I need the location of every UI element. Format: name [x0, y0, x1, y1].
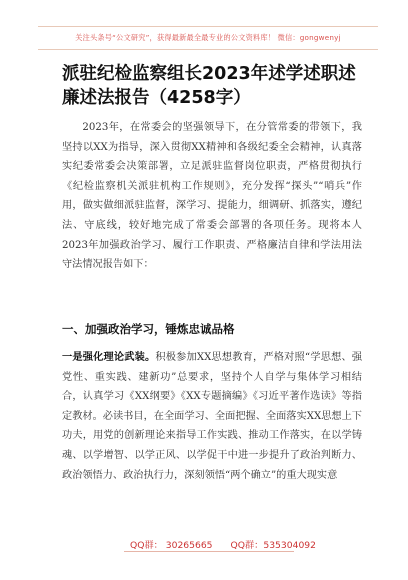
paragraph-body: 积极参加XX思想教育，严格对照“学思想、强党性、重实践、建新功”总要求，坚持个人自学与集体学习相结合，认真学习《XX纲要》《XX专题摘编》《习近平著作选读》等指定教材。必读书目，在全面学习、全面把握、全面落实XX思想上下功夫，用党的创新理论来指导工作实践、推动工作落实，在以学铸魂、以学增智、以学正风、以学促干中进一步提升了政治判断力、政治领悟力、政治执行力，深刻领悟“两个确立”的重大现实意 [62, 352, 363, 481]
section-heading: 一、加强政治学习，锤炼忠诚品格 [62, 322, 235, 336]
footer-divider [124, 551, 294, 552]
paragraph-lead: 一是强化理论武装。 [62, 352, 156, 363]
qq-group-1: QQ群： 30265665 [130, 540, 213, 551]
qq-group-2: QQ群：535304092 [230, 540, 316, 551]
banner-text: 关注头条号“公文研究”，获得最新最全最专业的公文资料库！ 微信：gongwenyj [75, 33, 341, 42]
paragraph-section1 [62, 348, 362, 485]
document-title: 派驻纪检监察组长2023年述学述职述廉述法报告（4258字） [62, 64, 356, 108]
header-banner [38, 26, 378, 50]
paragraph-intro: 2023年，在常委会的坚强领导下，在分管常委的带领下，我坚持以XX为指导，深入贯彻XX精神和各级纪委全会精神，认真落实纪委常委会决策部署，立足派驻监督岗位职责，严格贯彻执行《纪检监察机关派驻机构工作规则》，充分发挥“探头”“哨兵”作用，做实做细派驻监督，深学习、提能力，细调研、抓落实，遵纪法、守底线，较好地完成了常委会部署的各项任务。现将本人2023年加强政治学习、履行工作职责、严格廉洁自律和学法用法守法情况报告如下： [62, 122, 362, 271]
